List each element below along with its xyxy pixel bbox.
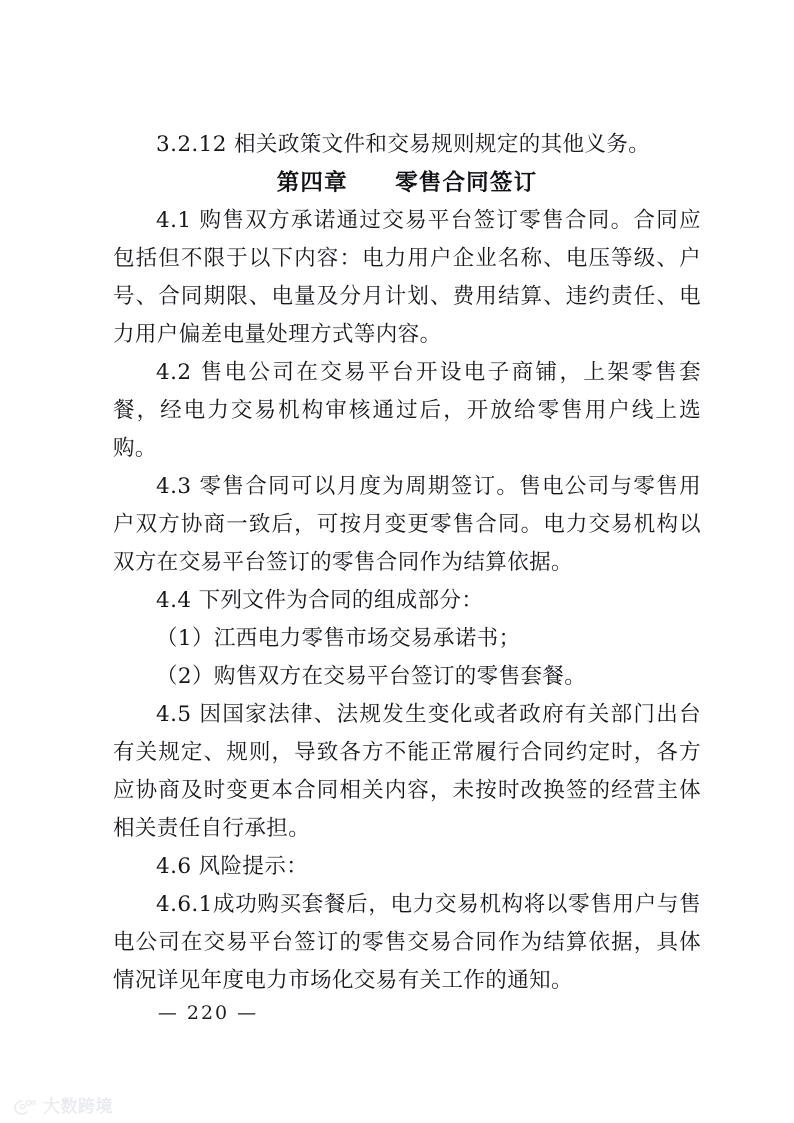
circular-logo-icon (12, 1097, 38, 1117)
chapter-heading-title: 零售合同签订 (395, 170, 538, 196)
list-item-clause-4-4-2: （2）购售双方在交易平台签订的零售套餐。 (156, 664, 587, 689)
paragraph-clause-4-2: 4.2 售电公司在交易平台开设电子商铺，上架零售套餐，经电力交易机构审核通过后，开放给零售用户线上选购。 (113, 360, 701, 461)
paragraph-clause-3-2-12: 3.2.12 相关政策文件和交易规则规定的其他义务。 (156, 132, 651, 157)
paragraph-clause-4-6: 4.6 风险提示： (156, 854, 309, 879)
list-item-clause-4-4-1: （1）江西电力零售市场交易承诺书； (156, 626, 521, 651)
document-body (113, 126, 701, 1000)
watermark (12, 1097, 113, 1117)
watermark-text: 大数跨境 (43, 1096, 113, 1117)
chapter-heading-number: 第四章 (276, 170, 348, 196)
paragraph-clause-4-3: 4.3 零售合同可以月度为周期签订。售电公司与零售用户双方协商一致后，可按月变更零售合同。电力交易机构以双方在交易平台签订的零售合同作为结算依据。 (113, 474, 701, 575)
paragraph-clause-4-5: 4.5 因国家法律、法规发生变化或者政府有关部门出台有关规定、规则，导致各方不能正常履行合同约定时，各方应协商及时变更本合同相关内容，未按时改换签的经营主体相关责任自行承担。 (113, 702, 701, 841)
page-number: — 220 — (157, 1002, 259, 1024)
paragraph-clause-4-4: 4.4 下列文件为合同的组成部分： (156, 588, 484, 613)
chapter-heading (113, 164, 701, 202)
paragraph-clause-4-1: 4.1 购售双方承诺通过交易平台签订零售合同。合同应包括但不限于以下内容：电力用户企业名称、电压等级、户号、合同期限、电量及分月计划、费用结算、违约责任、电力用户偏差电量处理方式等内容。 (113, 208, 701, 347)
paragraph-clause-4-6-1: 4.6.1成功购买套餐后，电力交易机构将以零售用户与售电公司在交易平台签订的零售交易合同作为结算依据，具体情况详见年度电力市场化交易有关工作的通知。 (113, 892, 701, 993)
